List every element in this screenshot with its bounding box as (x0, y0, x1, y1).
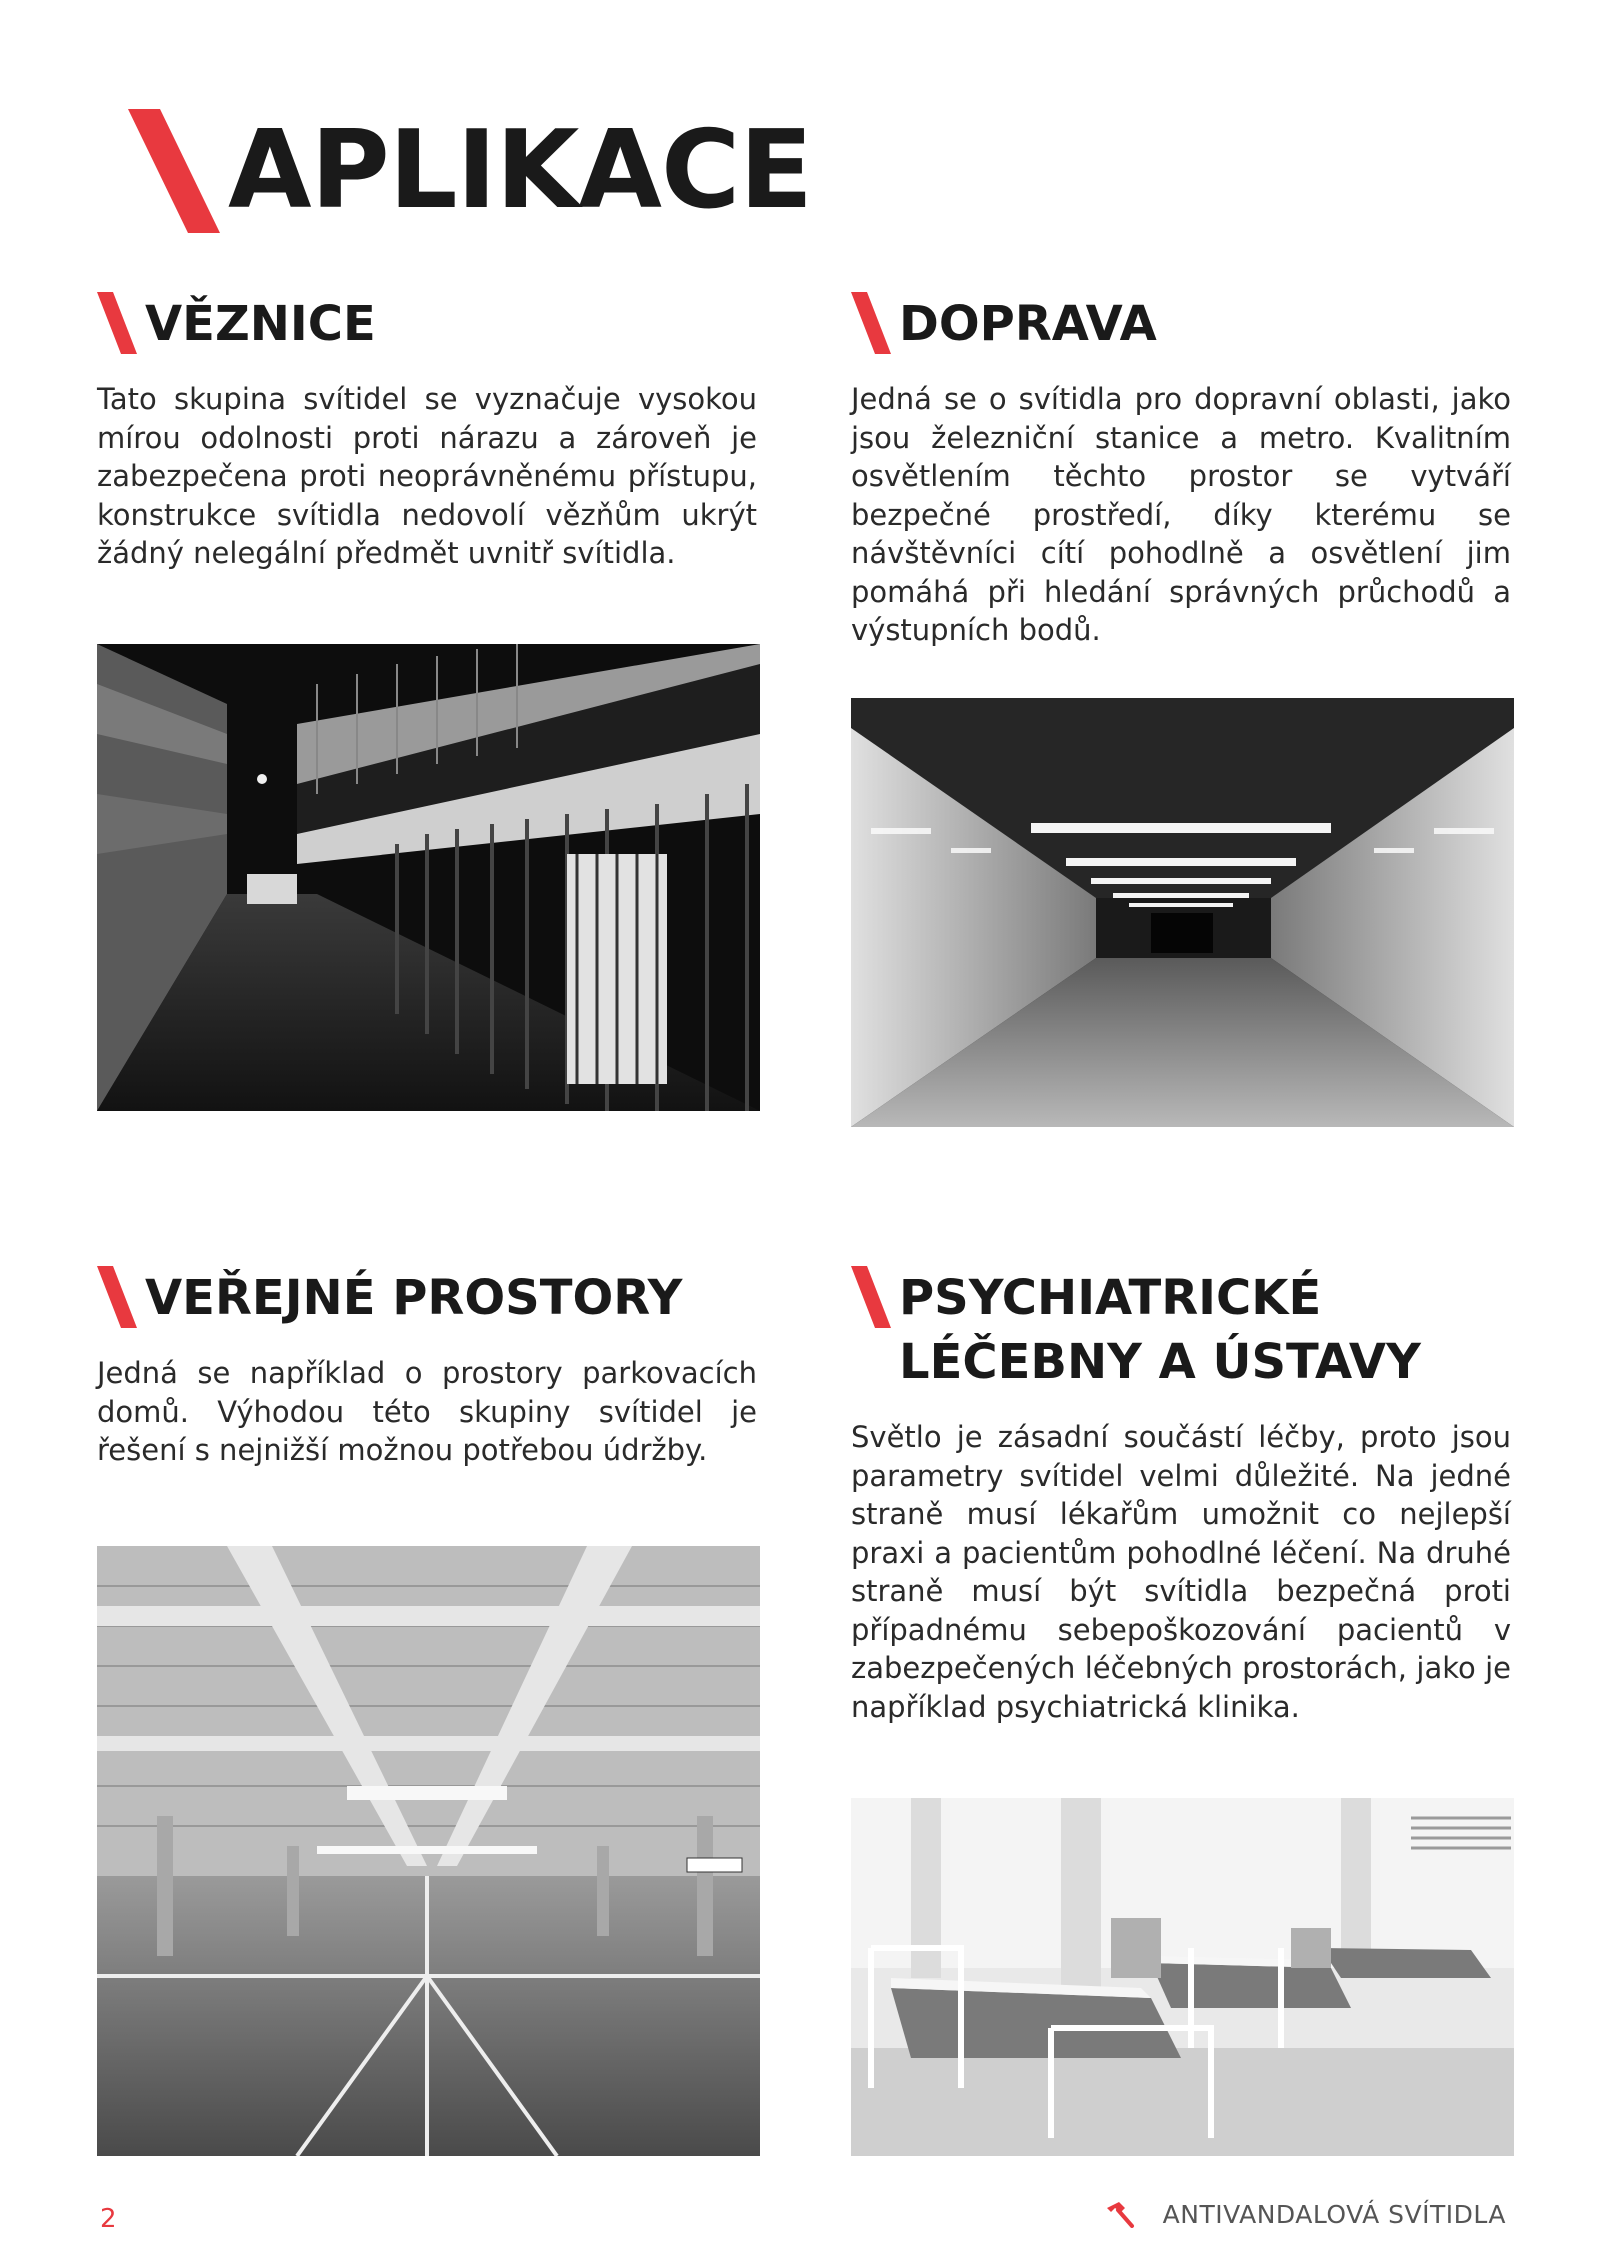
section-psychiatricke-lecebny (851, 1266, 1511, 1726)
page-number: 2 (100, 2204, 117, 2234)
footer-brand (1105, 2200, 1506, 2229)
prison-corridor-photo (97, 644, 760, 1111)
hammer-icon (1105, 2202, 1135, 2228)
section-title (899, 1266, 1421, 1394)
footer-brand-text: ANTIVANDALOVÁ SVÍTIDLA (1162, 2200, 1506, 2229)
section-verejne-prostory (97, 1266, 757, 1470)
section-doprava (851, 292, 1511, 650)
section-title: VĚZNICE (145, 296, 376, 352)
section-heading (851, 1266, 1511, 1394)
page-header (128, 108, 812, 234)
red-slash-icon (97, 1266, 137, 1328)
section-text: Jedná se například o prostory parkovacích domů. Výhodou této skupiny svítidel je řešení s nejnižší možnou potřebou údržby. (97, 1356, 757, 1467)
hospital-ward-photo (851, 1798, 1514, 2156)
section-title: VEŘEJNÉ PROSTORY (145, 1270, 683, 1326)
section-heading (97, 1266, 757, 1330)
section-text: Tato skupina svítidel se vyznačuje vysokou mírou odolnosti proti nárazu a zároveň je zabezpečena proti neoprávněnému přístupu, konstrukce svítidla nedovolí vězňům ukrýt žádný nelegální předmět uvnitř svítidla. (97, 382, 757, 570)
section-heading (851, 292, 1511, 356)
red-slash-icon (97, 292, 137, 354)
section-title-line2: LÉČEBNY A ÚSTAVY (899, 1334, 1421, 1390)
section-veznice (97, 292, 757, 573)
red-slash-icon (851, 1266, 891, 1328)
underpass-tunnel-photo (851, 698, 1514, 1127)
section-title: DOPRAVA (899, 296, 1157, 352)
parking-garage-photo (97, 1546, 760, 2156)
section-heading (97, 292, 757, 356)
section-title-line1: PSYCHIATRICKÉ (899, 1270, 1322, 1326)
red-slash-icon (851, 292, 891, 354)
red-slash-icon (128, 109, 220, 233)
page-title: APLIKACE (228, 108, 813, 233)
section-text: Jedná se o svítidla pro dopravní oblasti, jako jsou železniční stanice a metro. Kvalitním osvětlením těchto prostor se vytváří bezpečné prostředí, díky kterému se návštěvníci cítí pohodlně a osvětlení jim pomáhá při hledání správných průchodů a výstupních bodů. (851, 382, 1511, 647)
section-text: Světlo je zásadní součástí léčby, proto jsou parametry svítidel velmi důležité. Na jedné straně musí lékařům umožnit co nejlepší praxi a pacientům pohodlné léčení. Na druhé straně musí být svítidla bezpečná proti případnému sebepoškozování pacientů v zabezpečených léčebných prostorách, jako je například psychiatrická klinika. (851, 1420, 1511, 1724)
